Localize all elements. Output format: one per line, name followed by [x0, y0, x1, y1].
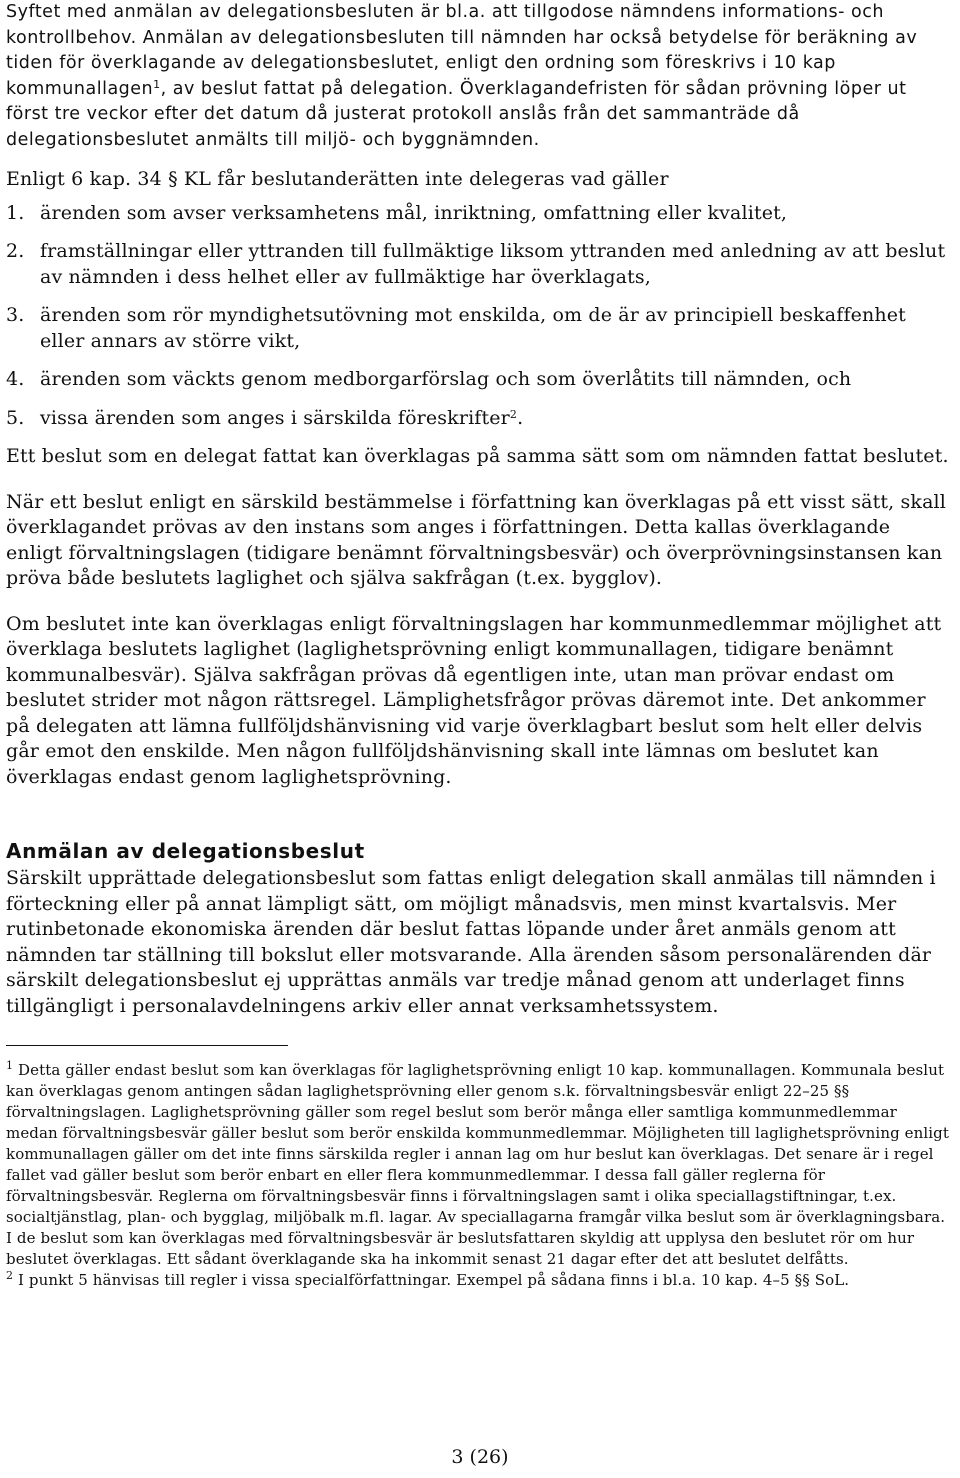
footnote-marker: 1	[6, 1059, 14, 1072]
intro-text-part2: , av beslut fattat på delegation. Överklagandefristen för sådan prövning löper ut först tre veckor efter det datum då justerat protokoll anslås från det sammanträde då delegationsbeslutet anmälts till miljö- och byggnämnden.	[6, 78, 907, 150]
list-item-text: framställningar eller yttranden till fullmäktige liksom yttranden med anledning av att beslut av nämnden i dess helhet eller av fullmäktige har överklagats,	[40, 240, 946, 288]
section-heading: Anmälan av delegationsbeslut	[6, 839, 365, 863]
list-item	[6, 406, 952, 432]
list-item	[6, 303, 952, 354]
list-item-number: 4.	[6, 368, 25, 390]
list-item-text-main: vissa ärenden som anges i särskilda föreskrifter	[40, 406, 510, 429]
list-intro: Enligt 6 kap. 34 § KL får beslutanderätten inte delegeras vad gäller	[6, 168, 669, 190]
intro-paragraph	[6, 0, 952, 153]
list-item	[6, 201, 952, 227]
list-item-number: 2.	[6, 240, 25, 262]
footnote-divider	[6, 1045, 288, 1046]
footnote-text: I punkt 5 hänvisas till regler i vissa specialförfattningar. Exempel på sådana finns i bl.a. 10 kap. 4–5 §§ SoL.	[17, 1271, 850, 1289]
list-item-text-end: .	[517, 406, 524, 429]
footnote-ref-1[interactable]: 1	[153, 77, 161, 91]
legality-review-paragraph: Om beslutet inte kan överklagas enligt förvaltningslagen har kommunmedlemmar möjlighet att överklaga beslutets laglighet (laglighetsprövning enligt kommunallagen, tidigare benämnt kommunalbesvär). Själva sakfrågan prövas då egentligen inte, utan man prövar endast om beslutet strider mot någon rättsregel. Lämplighetsfrågor prövas däremot inte. Det ankommer på delegaten att lämna fullföljdshänvisning vid varje överklagbart beslut som helt eller delvis går emot den enskilde. Men någon fullföljdshänvisning skall inte lämnas om beslutet kan överklagas endast genom laglighetsprövning.	[6, 612, 942, 788]
section-body: Särskilt upprättade delegationsbeslut som fattas enligt delegation skall anmälas till nämnden i förteckning eller på annat lämpligt sätt, om möjligt månadsvis, men minst kvartalsvis. Mer rutinbetonade ekonomiska ärenden där beslut fattas löpande under året anmäls genom att nämnden tar ställning till bokslut eller motsvarande. Alla ärenden såsom personalärenden där särskilt delegationsbeslut ej upprättas anmäls var tredje månad genom att underlaget finns tillgängligt i personalavdelningens arkiv eller annat verksamhetssystem.	[6, 867, 936, 1017]
list-item-number: 1.	[6, 201, 25, 224]
list-item-number: 5.	[6, 406, 25, 429]
footnote-ref-2[interactable]: 2	[509, 407, 518, 421]
list-item-text: ärenden som väckts genom medborgarförslag och som överlåtits till nämnden, och	[40, 368, 852, 390]
restriction-list	[6, 201, 952, 432]
document-page	[6, 0, 952, 1291]
intro-text-part1: Syftet med anmälan av delegationsbesluten är bl.a. att tillgodose nämndens informations- och kontrollbehov. Anmälan av delegationsbesluten till nämnden har också betydelse för beräkning av tiden för överklagande av delegationsbeslutet, enligt den ordning som föreskrivs i 10 kap kommunallagen	[6, 2, 918, 99]
list-item-number: 3.	[6, 304, 25, 326]
list-item-text: ärenden som avser verksamhetens mål, inriktning, omfattning eller kvalitet,	[40, 201, 788, 224]
special-provision-paragraph: När ett beslut enligt en särskild bestämmelse i författning kan överklagas på ett visst sätt, skall överklagandet prövas av den instans som anges i författningen. Detta kallas överklagande enligt förvaltningslagen (tidigare benämnt förvaltningsbesvär) och överprövningsinstansen kan pröva både beslutets laglighet och själva sakfrågan (t.ex. bygglov).	[6, 490, 947, 589]
footnote-marker: 2	[6, 1269, 14, 1282]
list-item	[6, 367, 952, 393]
footnote-1	[6, 1060, 952, 1270]
footnote-2	[6, 1270, 952, 1291]
footnote-text: Detta gäller endast beslut som kan överklagas för laglighetsprövning enligt 10 kap. kommunallagen. Kommunala beslut kan överklagas genom antingen sådan laglighetsprövning eller genom s.k. förvaltningsbesvär enligt 22–25 §§ förvaltningslagen. Laglighetsprövning gäller som regel beslut som berör många eller samtliga kommunmedlemmar medan förvaltningsbesvär gäller beslut som berör enskilda kommunmedlemmar. Möjligheten till laglighetsprövning enligt kommunallagen gäller om det inte finns särskilda regler i annan lag om hur beslut kan överklagas. Det senare är i regel fallet vad gäller beslut som berör enbart en eller flera kommunmedlemmar. I dessa fall gäller reglerna för förvaltningsbesvär. Reglerna om förvaltningsbesvär finns i förvaltningslagen samt i olika speciallagstiftningar, t.ex. socialtjänstlag, plan- och bygglag, miljöbalk m.fl. lagar. Av speciallagarna framgår vilka beslut som är överklagningsbara. I de beslut som kan överklagas med förvaltningsbesvär är beslutsfattaren skyldig att upplysa den beslutet rör om hur beslutet överklagas. Ett sådant överklagande ska ha inkommit senast 21 dagar efter det att beslutet delfåtts.	[6, 1061, 950, 1268]
page-number: 3 (26)	[451, 1446, 509, 1468]
list-item-text	[40, 406, 952, 432]
appeal-paragraph: Ett beslut som en delegat fattat kan överklagas på samma sätt som om nämnden fattat beslutet.	[6, 445, 949, 467]
list-item-text: ärenden som rör myndighetsutövning mot enskilda, om de är av principiell beskaffenhet eller annars av större vikt,	[40, 304, 906, 352]
list-item	[6, 239, 952, 290]
